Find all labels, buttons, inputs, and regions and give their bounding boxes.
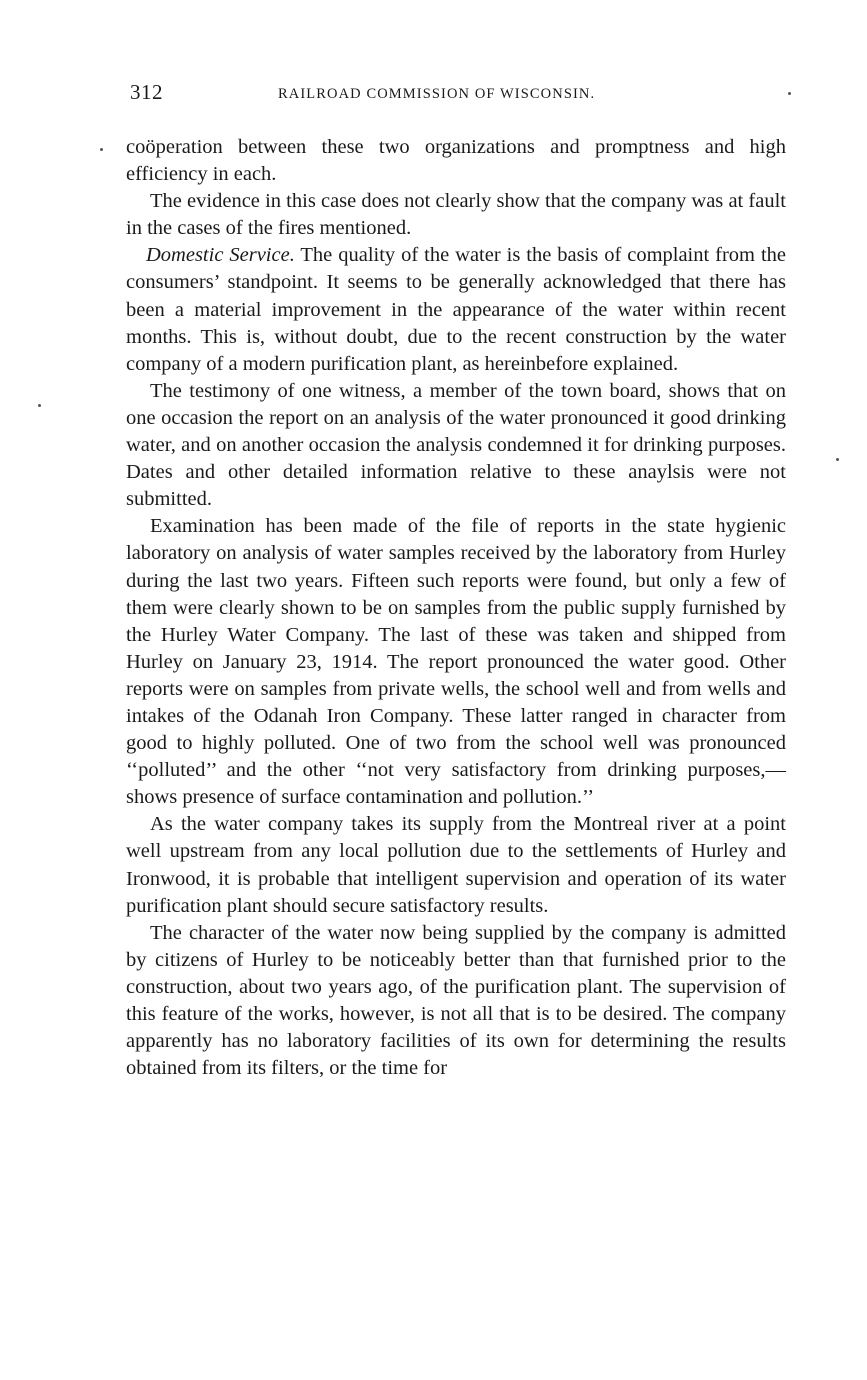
running-title: RAILROAD COMMISSION OF WISCONSIN. <box>278 86 596 102</box>
paper-speck <box>788 92 791 95</box>
paragraph-domestic-service <box>126 242 786 377</box>
page-number: 312 <box>130 80 163 104</box>
run-in-heading: Domestic Service. <box>146 244 295 267</box>
running-head <box>130 80 790 110</box>
paragraph: Examination has been made of the file of reports in the state hygienic laboratory on analysis of water samples received by the laboratory from Hurley during the last two years. Fifteen such reports were found, but only a few of them were clearly shown to be on samples from the public supply furnished by the Hurley Water Company. The last of these was taken and shipped from Hurley on January 23, 1914. The report pronounced the water good. Other reports were on samples from private wells, the school well and from wells and intakes of the Odanah Iron Company. These latter ranged in character from good to highly polluted. One of two from the school well was pronounced ‘‘polluted’’ and the other ‘‘not very satisfactory from drinking purposes,—shows presence of surface contamination and pollution.’’ <box>126 515 786 809</box>
paragraph: As the water company takes its supply from the Montreal river at a point well upstream from any local pollution due to the settlements of Hurley and Ironwood, it is probable that intelligent supervision and operation of its water purification plant should secure satisfactory results. <box>126 813 786 917</box>
paper-speck <box>100 148 103 151</box>
paragraph: The character of the water now being supplied by the company is admitted by citizens of Hurley to be noticeably better than that furnished prior to the construction, about two years ago, of the purification plant. The supervision of this feature of the works, however, is not all that is to be desired. The company apparently has no laboratory facilities of its own for determining the results obtained from its filters, or the time for <box>126 921 786 1080</box>
body-text <box>126 134 786 1082</box>
paragraph: The testimony of one witness, a member of the town board, shows that on one occasion the report on an analysis of the water pronounced it good drinking water, and on another occasion the analysis condemned it for drinking purposes. Dates and other detailed information relative to these anaylsis were not submitted. <box>126 379 786 511</box>
paper-speck <box>836 458 839 461</box>
paragraph-text: The quality of the water is the basis of complaint from the consumers’ standpoint. It seems to be generally acknowledged that there has been a material improvement in the appearance of the water within recent months. This is, without doubt, due to the recent construction by the water company of a modern purification plant, as hereinbefore explained. <box>126 244 787 375</box>
paragraph-continued: coöperation between these two organizations and promptness and high efficiency in each. <box>126 136 786 186</box>
paragraph: The evidence in this case does not clearly show that the company was at fault in the cases of the fires mentioned. <box>126 190 786 240</box>
paper-speck <box>38 404 41 407</box>
